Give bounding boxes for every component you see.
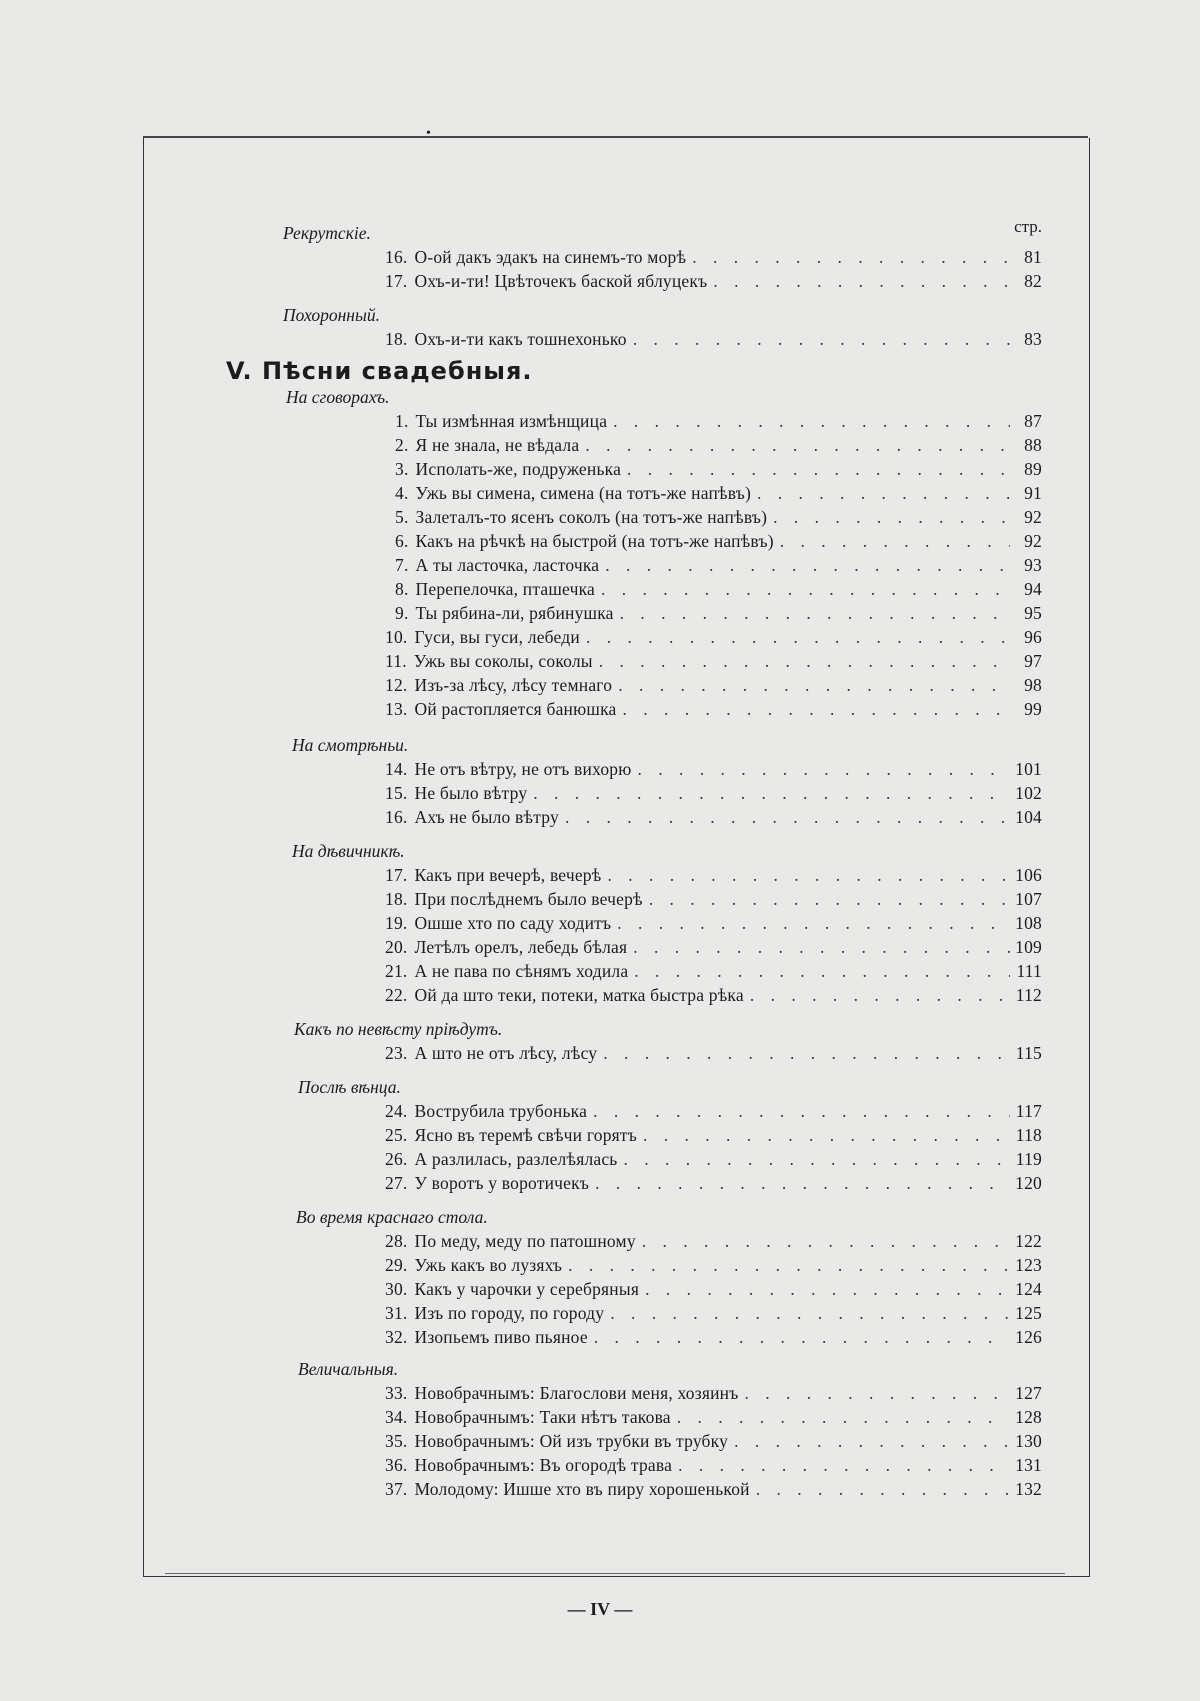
- entry-title: Изъ по городу, по городу: [414, 1303, 605, 1323]
- toc-entry: [385, 934, 1042, 960]
- toc-category: На дѣвичникѣ.: [292, 841, 405, 861]
- entry-number: 17.: [385, 271, 408, 291]
- entry-page-number: 109: [1015, 937, 1042, 957]
- entry-number: 6.: [395, 531, 409, 551]
- entry-page-number: 126: [1015, 1327, 1042, 1347]
- toc-entry: [385, 624, 1042, 650]
- toc-entry: [385, 1300, 1042, 1326]
- entry-title: Ой да што теки, потеки, матка быстра рѣка: [414, 985, 744, 1005]
- entry-title: Исполать-же, подруженька: [415, 459, 622, 479]
- leader-dots: [568, 1252, 1010, 1278]
- entry-title: О-ой дакъ эдакъ на синемъ-то морѣ: [414, 247, 687, 267]
- leader-dots: [620, 600, 1010, 626]
- leader-dots: [617, 910, 1010, 936]
- entry-page-number: 127: [1015, 1383, 1042, 1403]
- entry-title: Ты рябина-ли, рябинушка: [415, 603, 614, 623]
- page-column-header: стр.: [1014, 217, 1042, 236]
- leader-dots: [678, 1452, 1010, 1478]
- entry-page-number: 128: [1015, 1407, 1042, 1427]
- toc-entry: [385, 862, 1042, 888]
- leader-dots: [713, 268, 1010, 294]
- toc-entry: [385, 780, 1042, 806]
- entry-page-number: 112: [1015, 985, 1042, 1005]
- entry-number: 10.: [385, 627, 408, 647]
- entry-page-number: 124: [1015, 1279, 1042, 1299]
- toc-entry: [385, 480, 1042, 506]
- entry-page-number: 101: [1015, 759, 1042, 779]
- leader-dots: [613, 408, 1010, 434]
- leader-dots: [627, 456, 1010, 482]
- toc-entry: [385, 552, 1042, 578]
- entry-number: 7.: [395, 555, 409, 575]
- entry-title: Летѣлъ орелъ, лебедь бѣлая: [414, 937, 628, 957]
- entry-page-number: 130: [1015, 1431, 1042, 1451]
- toc-entry: [385, 1146, 1042, 1172]
- leader-dots: [607, 862, 1010, 888]
- toc-entry: [385, 528, 1042, 554]
- entry-page-number: 89: [1024, 459, 1042, 479]
- entry-number: 27.: [385, 1173, 408, 1193]
- toc-entry: [385, 910, 1042, 936]
- entry-number: 33.: [385, 1383, 408, 1403]
- entry-page-number: 91: [1024, 483, 1042, 503]
- toc-category: Во время краснаго стола.: [296, 1207, 488, 1227]
- entry-title: Перепелочка, пташечка: [415, 579, 595, 599]
- leader-dots: [638, 756, 1010, 782]
- leader-dots: [734, 1428, 1010, 1454]
- entry-number: 14.: [385, 759, 408, 779]
- toc-entry: [385, 648, 1042, 674]
- entry-title: Какъ на рѣчкѣ на быстрой (на тотъ-же напѣвъ): [415, 531, 774, 551]
- leader-dots: [634, 958, 1010, 984]
- entry-number: 17.: [385, 865, 408, 885]
- toc-category: Похоронный.: [283, 305, 380, 325]
- entry-title: Охъ-и-ти! Цвѣточекъ баской яблуцекъ: [414, 271, 708, 291]
- entry-page-number: 95: [1024, 603, 1042, 623]
- entry-title: А ты ласточка, ласточка: [415, 555, 600, 575]
- entry-title: Ужь вы симена, симена (на тотъ-же напѣвъ): [415, 483, 752, 503]
- leader-dots: [780, 528, 1010, 554]
- entry-title: Залеталъ-то ясенъ соколъ (на тотъ-же напѣвъ): [415, 507, 768, 527]
- leader-dots: [593, 1098, 1010, 1124]
- entry-number: 20.: [385, 937, 408, 957]
- entry-title: Ужь вы соколы, соколы: [413, 651, 593, 671]
- toc-entry: [385, 804, 1042, 830]
- entry-page-number: 117: [1015, 1101, 1042, 1121]
- leader-dots: [599, 648, 1010, 674]
- toc-entry: [385, 1228, 1042, 1254]
- entry-number: 30.: [385, 1279, 408, 1299]
- toc-entry: [385, 456, 1042, 482]
- entry-title: Новобрачнымъ: Въ огородѣ трава: [414, 1455, 673, 1475]
- page-footer: — IV —: [567, 1599, 633, 1619]
- leader-dots: [624, 1146, 1011, 1172]
- entry-page-number: 94: [1024, 579, 1042, 599]
- toc-category: Рекрутскiе.: [283, 223, 371, 243]
- entry-page-number: 120: [1015, 1173, 1042, 1193]
- leader-dots: [750, 982, 1010, 1008]
- entry-page-number: 122: [1015, 1231, 1042, 1251]
- entry-title: Охъ-и-ти какъ тошнехонько: [414, 329, 627, 349]
- entry-number: 16.: [385, 807, 408, 827]
- toc-entry: [385, 756, 1042, 782]
- leader-dots: [595, 1170, 1010, 1196]
- entry-title: Новобрачнымъ: Благослови меня, хозяинъ: [414, 1383, 739, 1403]
- entry-page-number: 108: [1015, 913, 1042, 933]
- entry-page-number: 131: [1015, 1455, 1042, 1475]
- toc-section-heading: V. Пѣсни свадебныя.: [226, 357, 533, 385]
- leader-dots: [642, 1228, 1010, 1254]
- toc-category: Послѣ вѣнца.: [298, 1077, 401, 1097]
- entry-number: 16.: [385, 247, 408, 267]
- entry-page-number: 123: [1015, 1255, 1042, 1275]
- entry-page-number: 125: [1015, 1303, 1042, 1323]
- toc-entry: [385, 1098, 1042, 1124]
- entry-page-number: 93: [1024, 555, 1042, 575]
- entry-number: 26.: [385, 1149, 408, 1169]
- toc-entry: [385, 600, 1042, 626]
- toc-entry: [385, 1476, 1042, 1502]
- entry-number: 28.: [385, 1231, 408, 1251]
- entry-page-number: 98: [1024, 675, 1042, 695]
- entry-page-number: 87: [1024, 411, 1042, 431]
- leader-dots: [605, 552, 1010, 578]
- toc-category: Какъ по невѣсту прiѣдутъ.: [294, 1019, 503, 1039]
- entry-number: 8.: [395, 579, 409, 599]
- leader-dots: [565, 804, 1010, 830]
- entry-number: 11.: [385, 651, 407, 671]
- toc-category: Величальныя.: [298, 1359, 399, 1379]
- entry-page-number: 107: [1015, 889, 1042, 909]
- entry-number: 37.: [385, 1479, 408, 1499]
- leader-dots: [633, 326, 1010, 352]
- toc-entry: [385, 886, 1042, 912]
- toc-entry: [385, 268, 1042, 294]
- entry-number: 4.: [395, 483, 409, 503]
- leader-dots: [692, 244, 1010, 270]
- leader-dots: [601, 576, 1010, 602]
- entry-number: 19.: [385, 913, 408, 933]
- entry-number: 18.: [385, 889, 408, 909]
- toc-entry: [385, 432, 1042, 458]
- toc-entry: [385, 1380, 1042, 1406]
- entry-page-number: 106: [1015, 865, 1042, 885]
- entry-page-number: 115: [1015, 1043, 1042, 1063]
- entry-number: 13.: [385, 699, 408, 719]
- entry-title: А разлилась, разлелѣялась: [414, 1149, 618, 1169]
- entry-page-number: 99: [1024, 699, 1042, 719]
- leader-dots: [645, 1276, 1010, 1302]
- frame-inner-rule: [165, 1573, 1065, 1574]
- toc-entry: [385, 1170, 1042, 1196]
- toc-entry: [385, 1276, 1042, 1302]
- entry-page-number: 111: [1016, 961, 1042, 981]
- leader-dots: [622, 696, 1010, 722]
- entry-number: 2.: [395, 435, 409, 455]
- leader-dots: [643, 1122, 1010, 1148]
- toc-entry: [385, 244, 1042, 270]
- entry-number: 32.: [385, 1327, 408, 1347]
- entry-title: Ясно въ теремѣ свѣчи горятъ: [414, 1125, 638, 1145]
- entry-number: 18.: [385, 329, 408, 349]
- entry-title: Ты измѣнная измѣнщица: [415, 411, 608, 431]
- entry-number: 15.: [385, 783, 408, 803]
- leader-dots: [757, 480, 1010, 506]
- leader-dots: [586, 624, 1010, 650]
- entry-title: Ужь какъ во лузяхъ: [414, 1255, 563, 1275]
- entry-title: Изъ-за лѣсу, лѣсу темнаго: [414, 675, 613, 695]
- entry-number: 23.: [385, 1043, 408, 1063]
- leader-dots: [618, 672, 1010, 698]
- leader-dots: [633, 934, 1010, 960]
- leader-dots: [594, 1324, 1010, 1350]
- entry-number: 25.: [385, 1125, 408, 1145]
- toc-entry: [385, 958, 1042, 984]
- toc-entry: [385, 1452, 1042, 1478]
- entry-number: 21.: [385, 961, 408, 981]
- entry-title: При послѣднемъ было вечерѣ: [414, 889, 643, 909]
- toc-category: На сговорахъ.: [286, 387, 390, 407]
- toc-entry: [385, 1324, 1042, 1350]
- leader-dots: [744, 1380, 1010, 1406]
- entry-number: 29.: [385, 1255, 408, 1275]
- entry-page-number: 97: [1024, 651, 1042, 671]
- toc-entry: [385, 1122, 1042, 1148]
- entry-page-number: 104: [1015, 807, 1042, 827]
- leader-dots: [533, 780, 1010, 806]
- entry-title: Новобрачнымъ: Ой изъ трубки въ трубку: [414, 1431, 729, 1451]
- entry-number: 24.: [385, 1101, 408, 1121]
- entry-number: 35.: [385, 1431, 408, 1451]
- toc-entry: [385, 326, 1042, 352]
- toc-entry: [385, 576, 1042, 602]
- entry-title: Вострубила трубонька: [414, 1101, 588, 1121]
- entry-title: Ахъ не было вѣтру: [414, 807, 559, 827]
- entry-number: 5.: [395, 507, 409, 527]
- entry-page-number: 119: [1015, 1149, 1042, 1169]
- entry-title: Какъ у чарочки у серебряныя: [414, 1279, 640, 1299]
- toc-entry: [385, 1404, 1042, 1430]
- entry-title: Не отъ вѣтру, не отъ вихорю: [414, 759, 632, 779]
- entry-number: 9.: [395, 603, 409, 623]
- entry-page-number: 92: [1024, 507, 1042, 527]
- toc-entry: [385, 982, 1042, 1008]
- toc-entry: [385, 696, 1042, 722]
- leader-dots: [585, 432, 1010, 458]
- entry-number: 36.: [385, 1455, 408, 1475]
- entry-number: 12.: [385, 675, 408, 695]
- entry-page-number: 102: [1015, 783, 1042, 803]
- print-mark: •: [426, 126, 431, 141]
- entry-title: По меду, меду по патошному: [414, 1231, 636, 1251]
- entry-number: 3.: [395, 459, 409, 479]
- entry-title: Ой растопляется банюшка: [414, 699, 617, 719]
- entry-page-number: 92: [1024, 531, 1042, 551]
- entry-title: Изопьемъ пиво пьяное: [414, 1327, 588, 1347]
- entry-page-number: 88: [1024, 435, 1042, 455]
- toc-entry: [385, 1428, 1042, 1454]
- page-frame: [143, 138, 1090, 1577]
- entry-title: Молодому: Ишше хто въ пиру хорошенькой: [414, 1479, 750, 1499]
- entry-page-number: 132: [1015, 1479, 1042, 1499]
- entry-title: У воротъ у воротичекъ: [414, 1173, 590, 1193]
- entry-number: 34.: [385, 1407, 408, 1427]
- toc-entry: [385, 1040, 1042, 1066]
- entry-title: Какъ при вечерѣ, вечерѣ: [414, 865, 602, 885]
- entry-page-number: 83: [1024, 329, 1042, 349]
- leader-dots: [677, 1404, 1010, 1430]
- toc-entry: [385, 504, 1042, 530]
- entry-number: 1.: [395, 411, 409, 431]
- toc-entry: [385, 408, 1042, 434]
- entry-title: А не пава по сѣнямъ ходила: [414, 961, 629, 981]
- leader-dots: [610, 1300, 1010, 1326]
- toc-category: На смотрѣньи.: [292, 735, 409, 755]
- entry-page-number: 81: [1024, 247, 1042, 267]
- entry-title: Ошше хто по саду ходитъ: [414, 913, 612, 933]
- entry-title: Гуси, вы гуси, лебеди: [414, 627, 580, 647]
- entry-page-number: 118: [1015, 1125, 1042, 1145]
- toc-entry: [385, 672, 1042, 698]
- leader-dots: [773, 504, 1010, 530]
- leader-dots: [649, 886, 1010, 912]
- entry-title: Не было вѣтру: [414, 783, 528, 803]
- toc-entry: [385, 1252, 1042, 1278]
- entry-number: 22.: [385, 985, 408, 1005]
- entry-page-number: 82: [1024, 271, 1042, 291]
- leader-dots: [756, 1476, 1010, 1502]
- entry-title: Я не знала, не вѣдала: [415, 435, 580, 455]
- entry-page-number: 96: [1024, 627, 1042, 647]
- entry-title: Новобрачнымъ: Таки нѣтъ такова: [414, 1407, 671, 1427]
- leader-dots: [603, 1040, 1010, 1066]
- entry-title: А што не отъ лѣсу, лѣсу: [414, 1043, 598, 1063]
- entry-number: 31.: [385, 1303, 408, 1323]
